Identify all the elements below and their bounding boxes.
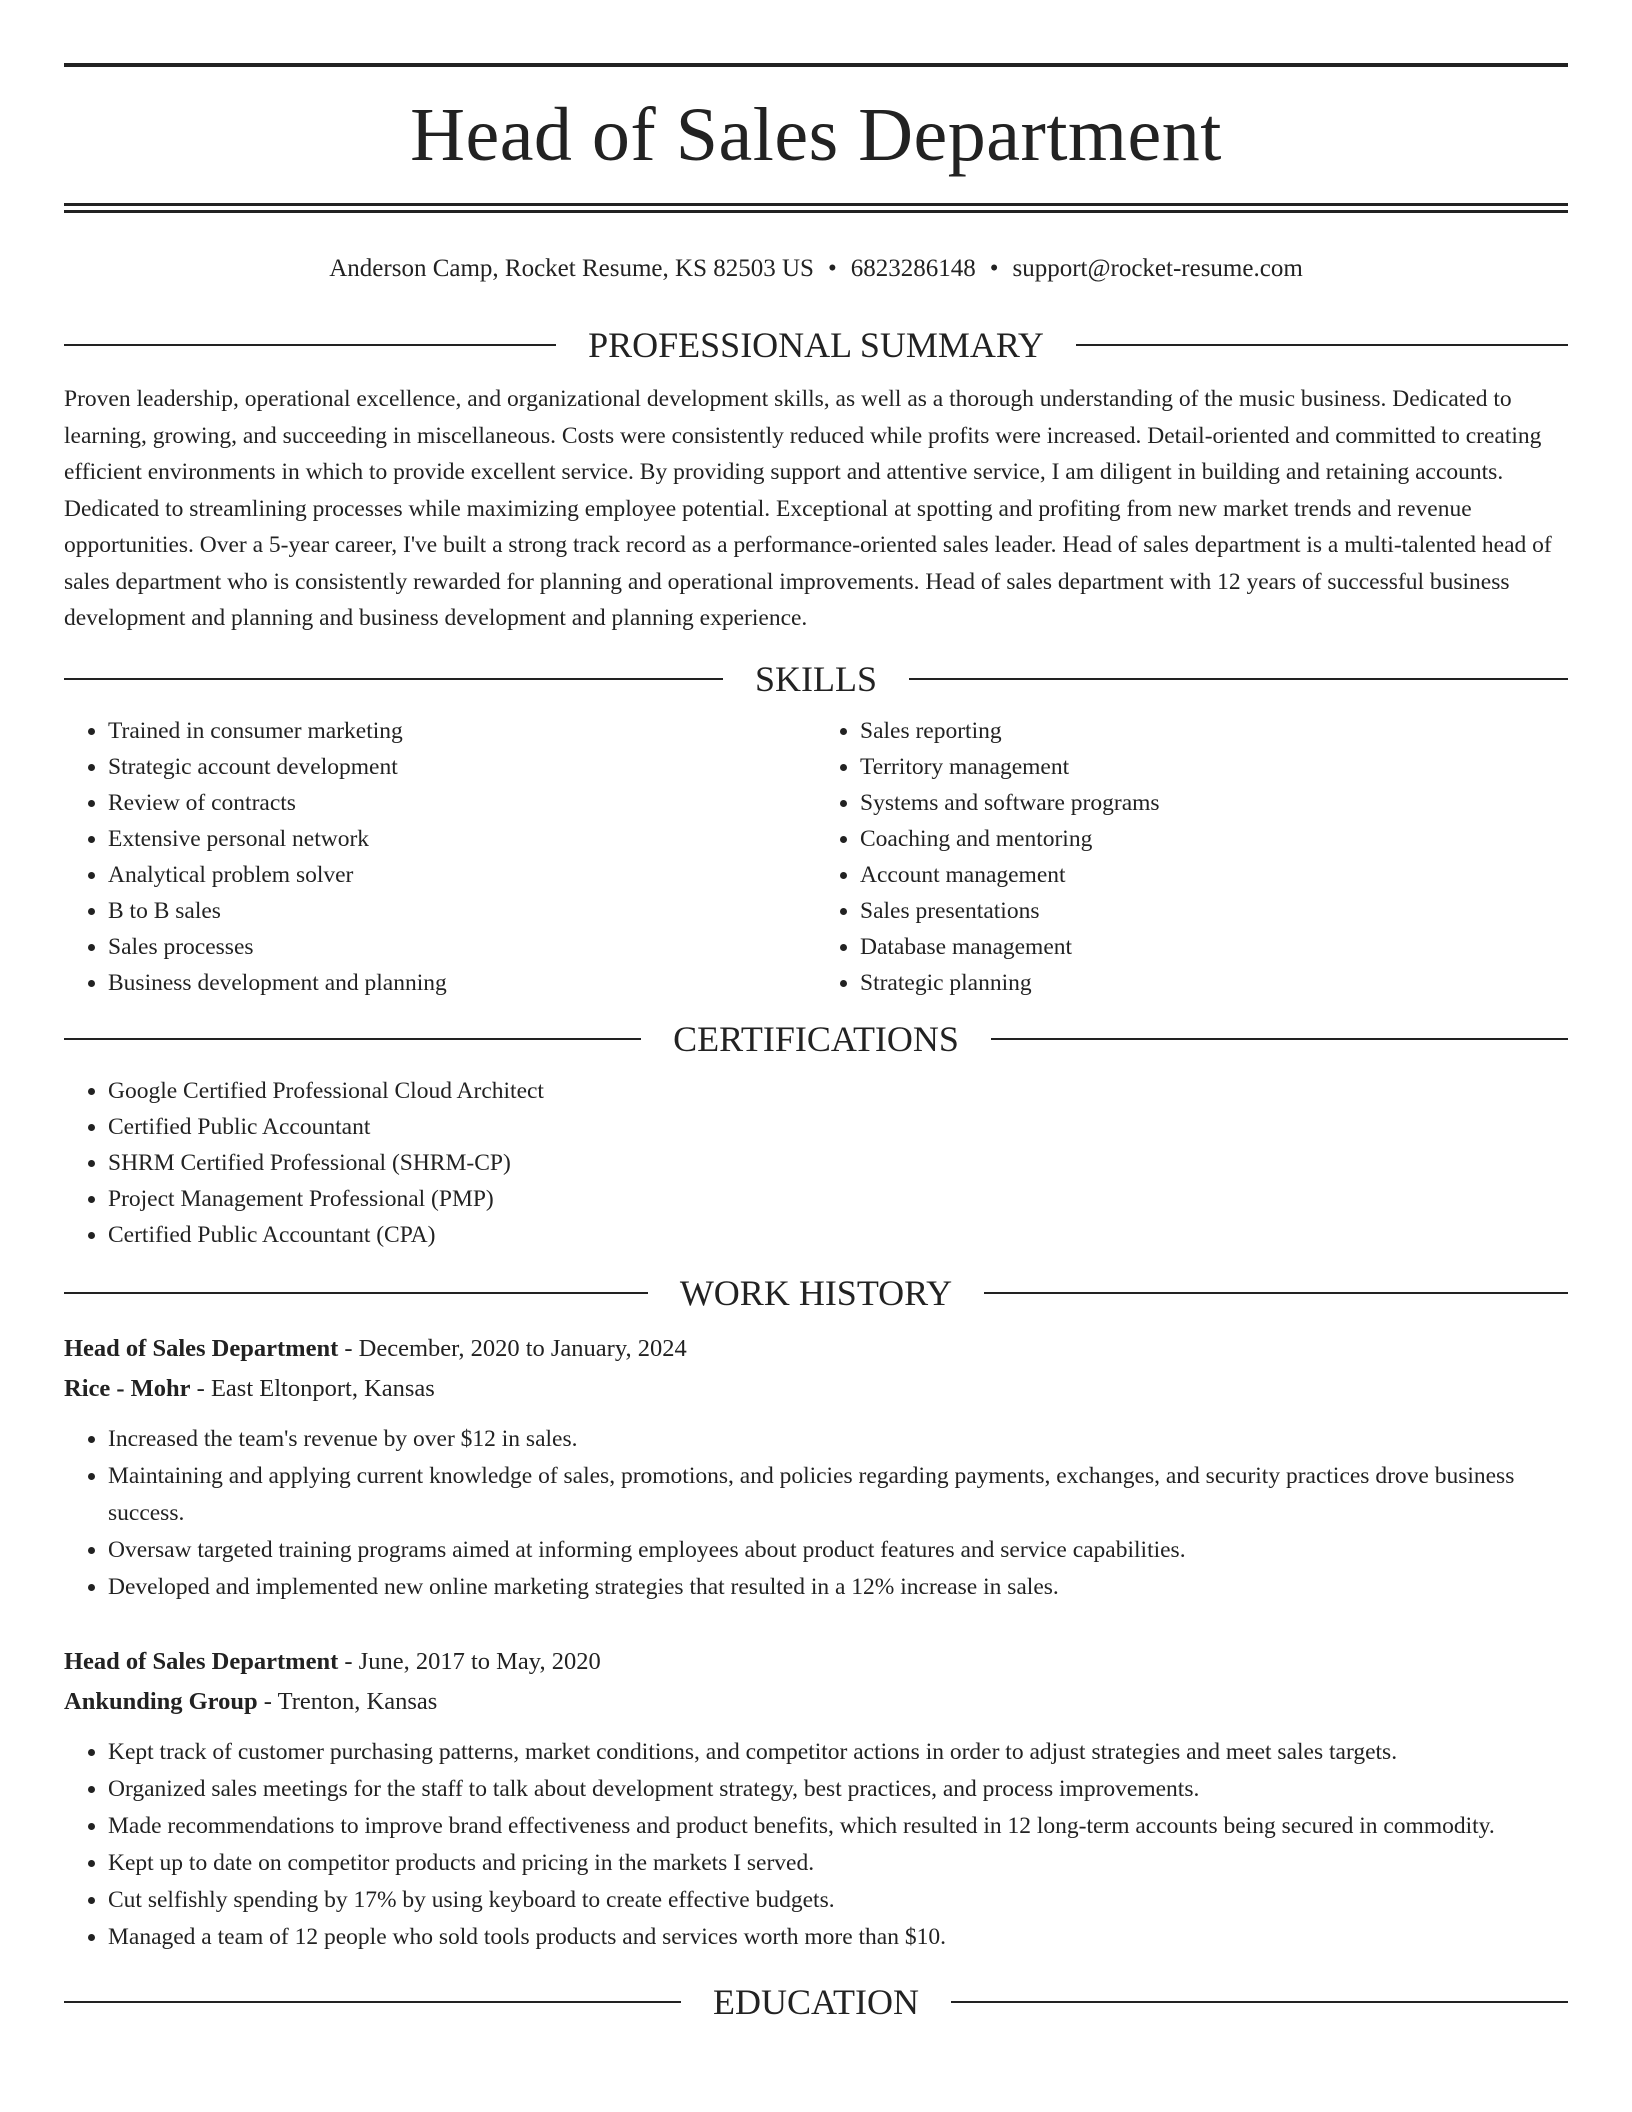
certification-item: • Google Certified Professional Cloud Architect	[108, 1073, 1568, 1109]
job-bullet: • Kept up to date on competitor products and pricing in the markets I served.	[108, 1845, 1568, 1882]
skill-item: • B to B sales	[108, 893, 816, 929]
dash: -	[338, 1647, 359, 1675]
skill-item: • Systems and software programs	[860, 785, 1568, 821]
job-location: Trenton, Kansas	[277, 1687, 438, 1715]
job-bullet: • Maintaining and applying current knowledge of sales, promotions, and policies regarding payments, exchanges, and security practices drove business success.	[108, 1458, 1568, 1532]
job-entry	[64, 1642, 1568, 1956]
section-header-certifications	[64, 1019, 1568, 1059]
job-bullets	[64, 1421, 1568, 1606]
skills-grid	[64, 713, 1568, 1001]
section-rule-left	[64, 1292, 648, 1294]
job-company-line	[64, 1682, 1568, 1722]
job-bullet: • Kept track of customer purchasing patterns, market conditions, and competitor actions in order to adjust strategies and meet sales targets.	[108, 1734, 1568, 1771]
skill-item: • Strategic planning	[860, 965, 1568, 1001]
certification-item: • SHRM Certified Professional (SHRM-CP)	[108, 1145, 1568, 1181]
skill-item: • Strategic account development	[108, 749, 816, 785]
contact-line	[64, 249, 1568, 289]
section-header-skills	[64, 659, 1568, 699]
job-company: Ankunding Group	[64, 1687, 258, 1715]
job-bullet: • Cut selfishly spending by 17% by using keyboard to create effective budgets.	[108, 1882, 1568, 1919]
skills-list-right	[816, 713, 1568, 1001]
contact-separator: •	[827, 255, 837, 282]
contact-phone: 6823286148	[850, 255, 976, 282]
skill-item: • Account management	[860, 857, 1568, 893]
job-bullet: • Increased the team's revenue by over $12 in sales.	[108, 1421, 1568, 1458]
section-rule-right	[991, 1038, 1568, 1040]
job-bullet: • Made recommendations to improve brand effectiveness and product benefits, which resulted in 12 long-term accounts being secured in commodity.	[108, 1808, 1568, 1845]
section-rule-left	[64, 678, 723, 680]
dash: -	[190, 1374, 211, 1402]
job-title: Head of Sales Department	[64, 1334, 339, 1362]
job-bullets	[64, 1734, 1568, 1956]
job-company: Rice - Mohr	[64, 1374, 191, 1402]
skill-item: • Business development and planning	[108, 965, 816, 1001]
skill-item: • Coaching and mentoring	[860, 821, 1568, 857]
skills-list-left	[64, 713, 816, 1001]
section-title-education: EDUCATION	[713, 1981, 919, 2022]
resume-page	[64, 0, 1568, 2022]
contact-address: Anderson Camp, Rocket Resume, KS 82503 US	[329, 255, 814, 282]
certification-item: • Certified Public Accountant	[108, 1109, 1568, 1145]
work-history-list	[64, 1329, 1568, 1956]
skill-item: • Sales reporting	[860, 713, 1568, 749]
page-title: Head of Sales Department	[410, 93, 1222, 177]
job-title-line	[64, 1642, 1568, 1682]
section-rule-right	[909, 678, 1568, 680]
section-title-summary: PROFESSIONAL SUMMARY	[588, 325, 1044, 365]
section-rule-left	[64, 1038, 641, 1040]
job-bullet: • Oversaw targeted training programs aimed at informing employees about product features and service capabilities.	[108, 1532, 1568, 1569]
job-bullet: • Organized sales meetings for the staff to talk about development strategy, best practices, and process improvements.	[108, 1771, 1568, 1808]
title-double-rule	[64, 203, 1568, 213]
section-rule-left	[64, 2001, 681, 2003]
section-rule-right	[951, 2001, 1568, 2003]
dash: -	[257, 1687, 278, 1715]
job-dates: June, 2017 to May, 2020	[358, 1647, 601, 1675]
section-header-education	[64, 1982, 1568, 2022]
job-dates: December, 2020 to January, 2024	[358, 1334, 687, 1362]
skill-item: • Sales presentations	[860, 893, 1568, 929]
section-rule-left	[64, 344, 556, 346]
skill-item: • Trained in consumer marketing	[108, 713, 816, 749]
skill-item: • Sales processes	[108, 929, 816, 965]
contact-separator: •	[989, 255, 999, 282]
job-company-line	[64, 1369, 1568, 1409]
job-bullet: • Managed a team of 12 people who sold tools products and services worth more than $10.	[108, 1919, 1568, 1956]
skill-item: • Extensive personal network	[108, 821, 816, 857]
section-title-work-history: WORK HISTORY	[679, 1272, 953, 1313]
job-location: East Eltonport, Kansas	[210, 1374, 435, 1402]
dash: -	[338, 1334, 359, 1362]
section-title-skills: SKILLS	[755, 658, 878, 699]
section-rule-right	[984, 1292, 1568, 1294]
skill-item: • Database management	[860, 929, 1568, 965]
certification-item: • Certified Public Accountant (CPA)	[108, 1217, 1568, 1253]
section-title-certifications: CERTIFICATIONS	[673, 1018, 959, 1059]
summary-text: Proven leadership, operational excellence, and organizational development skills, as well as a thorough understanding of the music business. Dedicated to learning, growing, and succeeding in miscellaneous. Costs were consistently reduced while profits were increased. Detail-oriented and committed to creating efficient environments in which to provide excellent service. By providing support and attentive service, I am diligent in building and retaining accounts. Dedicated to streamlining processes while maximizing employee potential. Exceptional at spotting and profiting from new market trends and revenue opportunities. Over a 5-year career, I've built a strong track record as a performance-oriented sales leader. Head of sales department is a multi-talented head of sales department who is consistently rewarded for planning and operational improvements. Head of sales department with 12 years of successful business development and planning and business development and planning experience.	[64, 386, 1552, 631]
certification-item: • Project Management Professional (PMP)	[108, 1181, 1568, 1217]
contact-email: support@rocket-resume.com	[1012, 255, 1303, 282]
section-header-work-history	[64, 1273, 1568, 1313]
job-title-line	[64, 1329, 1568, 1369]
skill-item: • Territory management	[860, 749, 1568, 785]
job-bullet: • Developed and implemented new online marketing strategies that resulted in a 12% increase in sales.	[108, 1569, 1568, 1606]
section-rule-right	[1076, 344, 1568, 346]
job-entry	[64, 1329, 1568, 1606]
job-title: Head of Sales Department	[64, 1647, 339, 1675]
section-header-summary	[64, 325, 1568, 365]
certifications-list	[64, 1073, 1568, 1253]
skill-item: • Review of contracts	[108, 785, 816, 821]
skill-item: • Analytical problem solver	[108, 857, 816, 893]
